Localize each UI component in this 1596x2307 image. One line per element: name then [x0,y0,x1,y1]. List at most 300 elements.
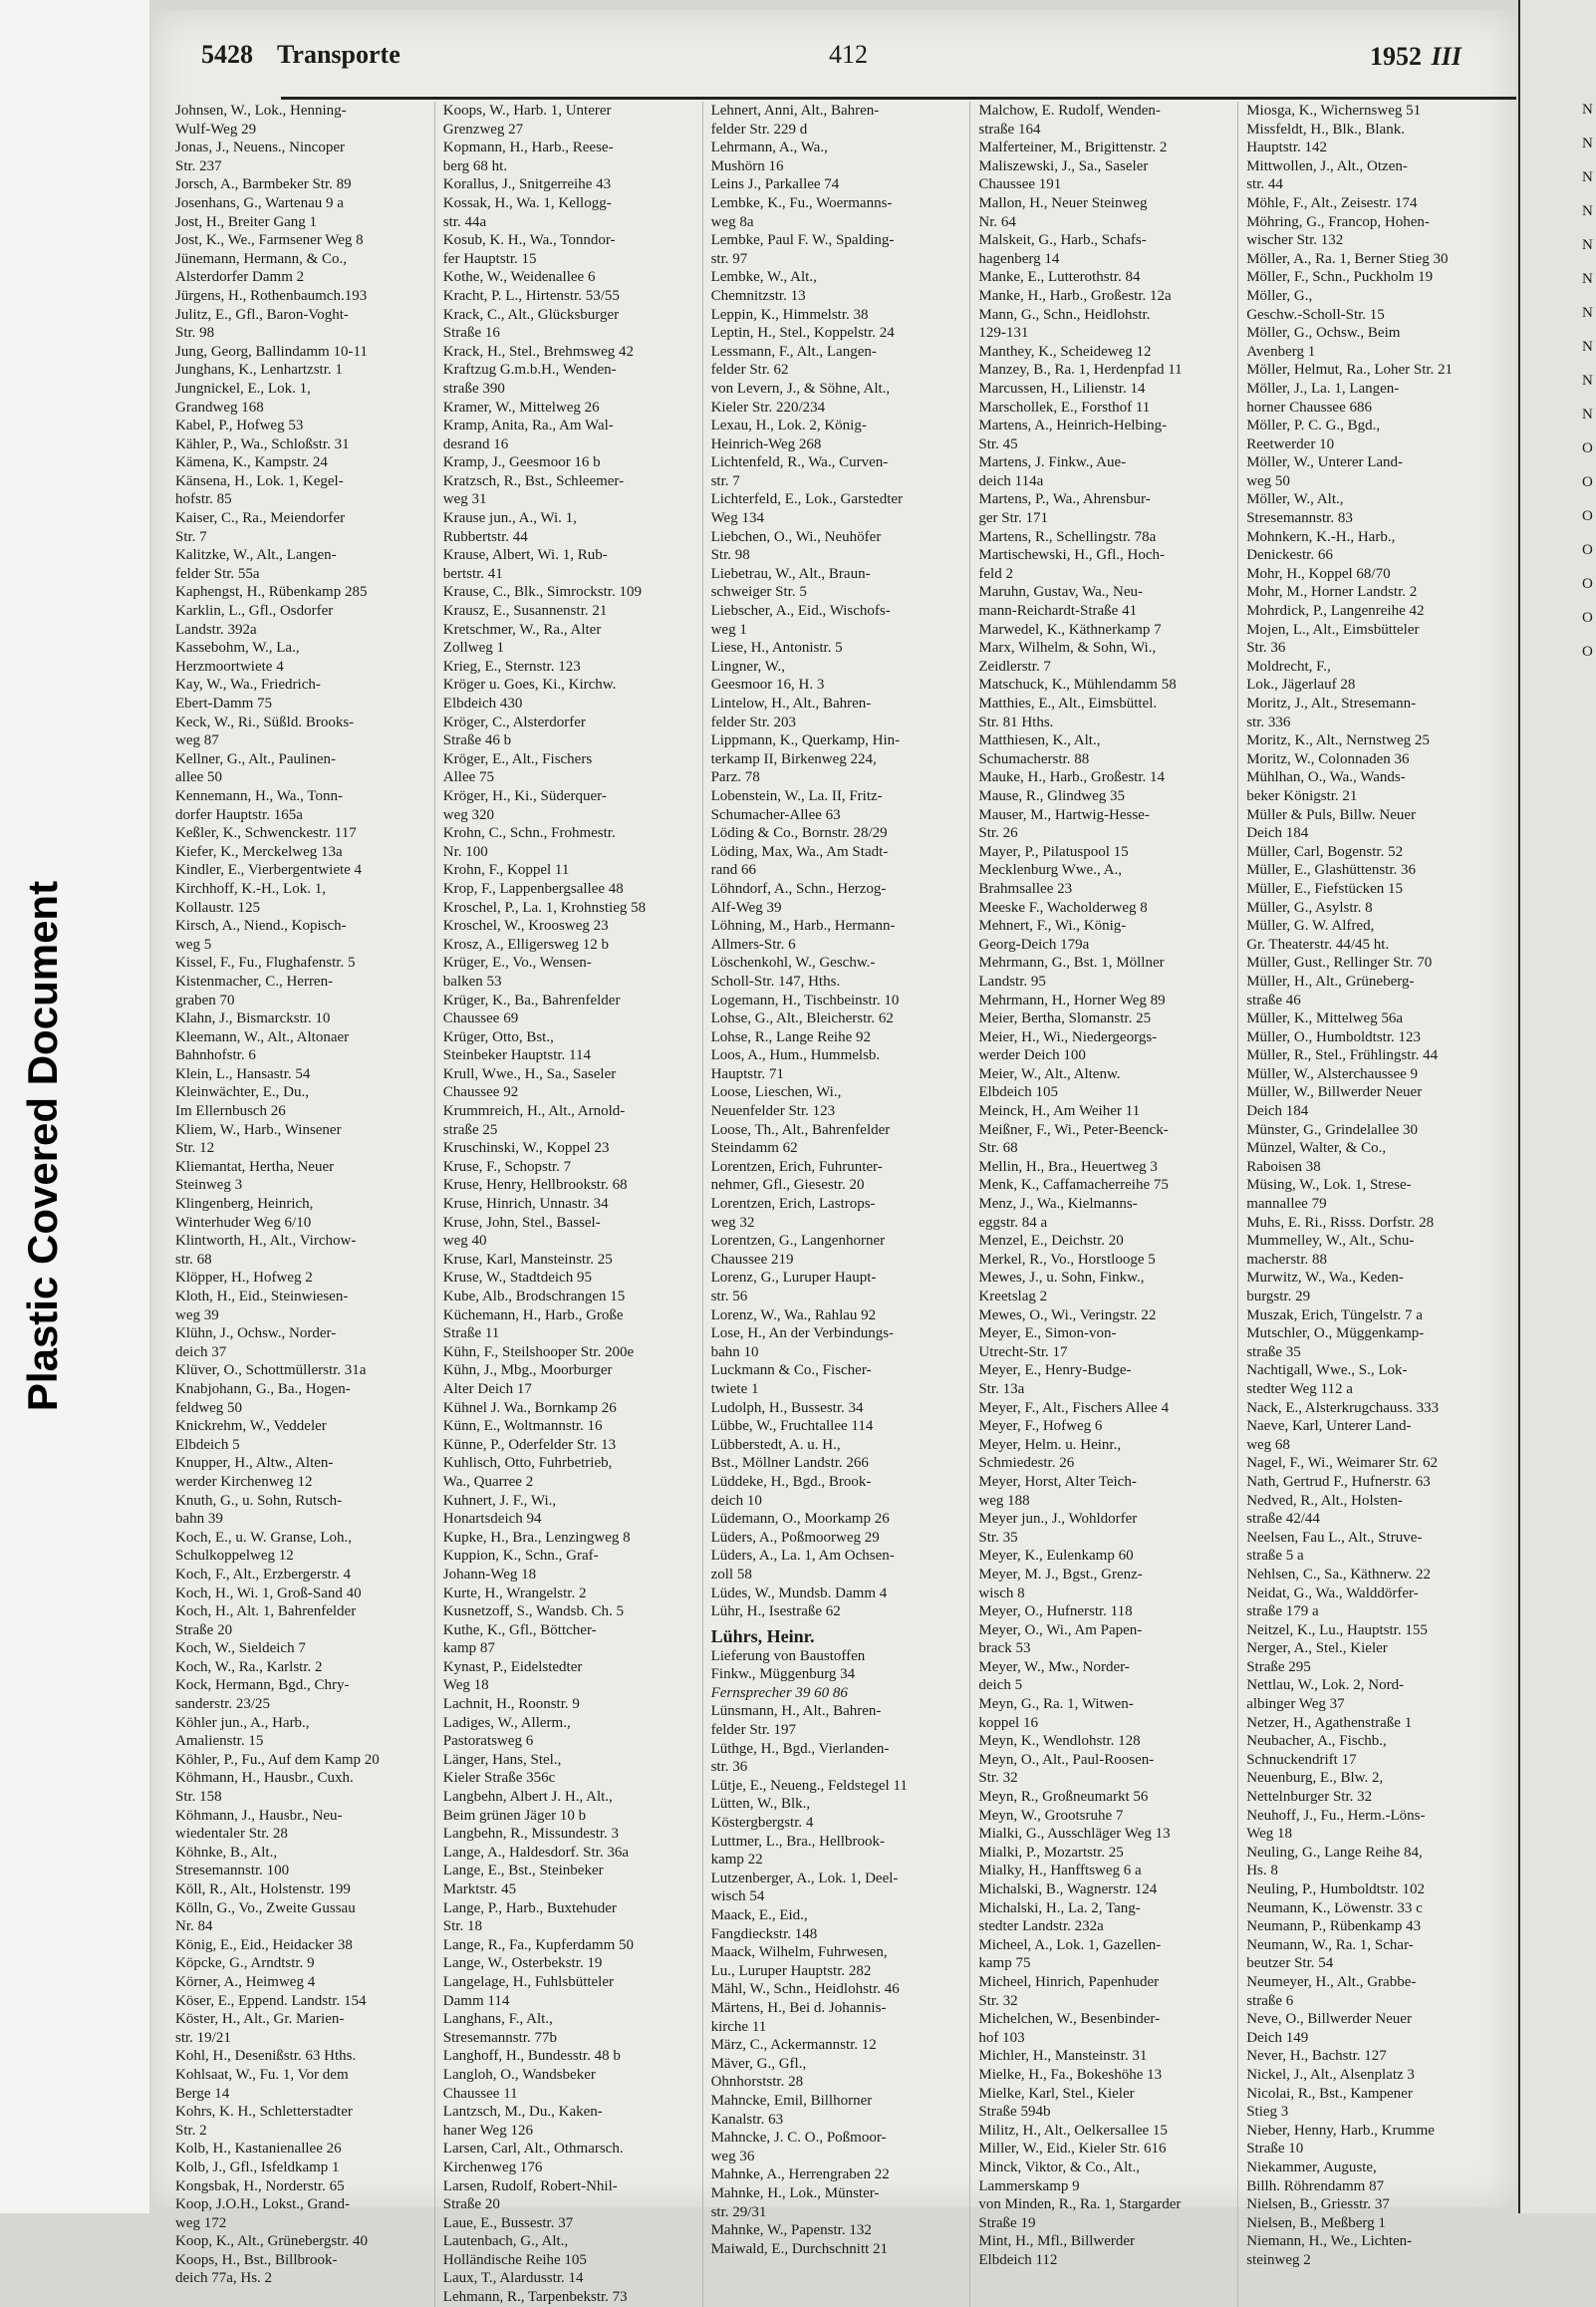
directory-entry: Krohn, F., Koppel 11 [442,862,570,879]
directory-entry: Straße 19 [978,2214,1036,2231]
directory-entry: Marktstr. 45 [442,1881,517,1897]
directory-entry: Scholl-Str. 147, Hths. [710,973,841,990]
directory-entry: Straße 295 [1246,1658,1311,1675]
adjacent-fragment: N [1582,305,1593,321]
directory-entry: Muszak, Erich, Tüngelstr. 7 a [1246,1306,1423,1323]
directory-entry: Manthey, K., Scheideweg 12 [978,343,1152,360]
adjacent-fragment: O [1582,576,1593,592]
adjacent-fragment: O [1582,644,1593,660]
directory-entry: Luckmann & Co., Fischer- [710,1362,872,1379]
directory-entry: weg 87 [175,732,219,749]
directory-entry: Winterhuder Weg 6/10 [175,1214,312,1231]
directory-entry: Knuth, G., u. Sohn, Rutsch- [175,1492,343,1509]
directory-entry: Loos, A., Hum., Hummelsb. [710,1047,881,1064]
adjacent-fragment: O [1582,508,1593,524]
directory-entry: Kölln, G., Vo., Zweite Gussau [175,1899,356,1916]
directory-entry: Löhning, M., Harb., Hermann- [710,918,896,935]
directory-entry: Deich 149 [1246,2029,1309,2046]
directory-entry: Mittwollen, J., Alt., Otzen- [1246,157,1408,174]
directory-entry: Keßler, K., Schwenckestr. 117 [175,825,357,842]
directory-entry: Landstr. 392a [175,621,257,638]
directory-entry: Nehlsen, C., Sa., Käthnerw. 22 [1246,1566,1432,1583]
directory-entry: Merkel, R., Vo., Horstlooge 5 [978,1251,1156,1268]
directory-entry: Straße 10 [1246,2141,1304,2158]
directory-entry: Löschenkohl, W., Geschw.- [710,955,876,972]
directory-entry: Str. 158 [175,1789,222,1806]
directory-entry: Kretschmer, W., Ra., Alter [442,621,602,638]
directory-entry: Kruse, F., Schopstr. 7 [442,1158,572,1175]
directory-entry: Kohrs, K. H., Schletterstadter [175,2104,353,2121]
directory-entry: Lütje, E., Neueng., Feldstegel 11 [710,1777,908,1794]
directory-entry: Meyer, O., Wi., Am Papen- [978,1621,1143,1638]
directory-entry: Mallon, H., Neuer Steinweg [978,194,1148,211]
directory-entry: Moritz, J., Alt., Stresemann- [1246,696,1417,712]
directory-entry: Neuenfelder Str. 123 [710,1103,836,1120]
directory-entry: str. 68 [175,1251,212,1268]
directory-entry: Krack, C., Alt., Glücksburger [442,306,620,323]
directory-entry: Str. 7 [175,528,207,545]
directory-entry: Mushörn 16 [710,157,784,174]
directory-entry: Krüger, Otto, Bst., [442,1028,554,1045]
directory-entry: Chemnitzstr. 13 [710,287,806,304]
directory-entry: Müller, H., Alt., Grüneberg- [1246,973,1415,990]
directory-entry: str. 19/21 [175,2029,231,2046]
directory-entry: straße 164 [978,121,1041,138]
directory-entry: Neumann, W., Ra. 1, Schar- [1246,1936,1414,1953]
directory-entry: Leins J., Parkallee 74 [710,176,840,193]
directory-entry: Kroschel, W., Kroosweg 23 [442,918,609,935]
directory-entry: allee 50 [175,769,223,786]
directory-entry: ger Str. 171 [978,510,1048,527]
directory-entry: Möller, J., La. 1, Langen- [1246,380,1400,397]
directory-entry: Nielsen, B., Meßberg 1 [1246,2214,1386,2231]
directory-entry: Lange, A., Haldesdorf. Str. 36a [442,1844,630,1861]
directory-entry: Meier, H., Wi., Niedergeorgs- [978,1028,1158,1045]
page-header [201,40,1462,80]
directory-entry: Martens, J. Finkw., Aue- [978,454,1127,471]
directory-entry: Neuling, G., Lange Reihe 84, [1246,1844,1423,1861]
directory-entry: Krause, Albert, Wi. 1, Rub- [442,547,608,564]
directory-entry: März, C., Ackermannstr. 12 [710,2037,877,2054]
directory-entry: Müller, K., Mittelweg 56a [1246,1010,1404,1027]
directory-entry: Kalitzke, W., Alt., Langen- [175,547,337,564]
directory-entry: Kähler, P., Wa., Schloßstr. 31 [175,435,350,452]
directory-entry: Martens, P., Wa., Ahrensbur- [978,491,1151,508]
directory-entry: str. 36 [710,1759,748,1776]
directory-entry: Lohse, G., Alt., Bleicherstr. 62 [710,1010,894,1027]
directory-entry: Krieg, E., Sternstr. 123 [442,658,581,675]
directory-entry: straße 179 a [1246,1603,1319,1620]
directory-entry: Junghans, K., Lenhartzstr. 1 [175,362,343,379]
directory-entry: Lehrmann, A., Wa., [710,140,828,156]
directory-entry: weg 8a [710,213,754,230]
directory-entry: str. 56 [710,1289,748,1304]
directory-entry: Elbdeich 5 [175,1436,240,1453]
directory-entry: Meyn, K., Wendlohstr. 128 [978,1733,1141,1750]
directory-entry: Kratzsch, R., Bst., Schleemer- [442,472,625,489]
directory-entry: deich 77a, Hs. 2 [175,2270,273,2287]
directory-entry: felder Str. 203 [710,714,796,730]
directory-entry: Ludolph, H., Bussestr. 34 [710,1399,864,1416]
directory-entry: Alter Deich 17 [442,1380,532,1397]
directory-entry: str. 7 [710,472,740,489]
plastic-covered-label: Plastic Covered Document [19,880,66,1412]
directory-entry: Militz, H., Alt., Oelkersallee 15 [978,2122,1168,2139]
directory-entry: beutzer Str. 54 [1246,1955,1334,1972]
directory-entry: Heinrich-Weg 268 [710,435,822,452]
directory-entry: Michalski, H., La. 2, Tang- [978,1899,1141,1916]
directory-entry: Niekammer, Auguste, [1246,2159,1377,2175]
directory-entry: Lange, P., Harb., Buxtehuder [442,1899,617,1916]
directory-entry: koppel 16 [978,1714,1038,1731]
directory-entry: Knabjohann, G., Ba., Hogen- [175,1380,351,1397]
directory-entry: Kusnetzoff, S., Wandsb. Ch. 5 [442,1603,624,1620]
directory-entry: Zeidlerstr. 7 [978,658,1051,675]
directory-entry: Nedved, R., Alt., Holsten- [1246,1492,1403,1509]
directory-entry: deich 5 [978,1677,1023,1694]
directory-entry: Nicolai, R., Bst., Kampener [1246,2085,1413,2102]
directory-entry: Chaussee 191 [978,176,1062,193]
directory-entry: stedter Landstr. 232a [978,1918,1104,1935]
directory-entry: Kothe, W., Weidenallee 6 [442,269,596,286]
directory-entry: Str. 2 [175,2122,207,2139]
directory-entry: Kramp, Anita, Ra., Am Wal- [442,418,614,434]
directory-entry: weg 50 [1246,472,1290,489]
directory-entry: Müller, E., Glashüttenstr. 36 [1246,862,1416,879]
directory-entry: Kreetslag 2 [978,1289,1048,1304]
directory-entry: Nieber, Henny, Harb., Krumme [1246,2122,1435,2139]
adjacent-fragment: O [1582,610,1593,626]
directory-entry: Meier, W., Alt., Altenw. [978,1065,1121,1082]
adjacent-fragment: N [1582,136,1593,151]
directory-entry: Köll, R., Alt., Holstenstr. 199 [175,1881,351,1897]
directory-entry: Mielke, H., Fa., Bokeshöhe 13 [978,2066,1163,2083]
directory-entry: weg 188 [978,1492,1030,1509]
directory-entry: Meinck, H., Am Weiher 11 [978,1103,1141,1120]
directory-entry: felder Str. 229 d [710,121,808,138]
directory-entry: Mohnkern, K.-H., Harb., [1246,528,1396,545]
directory-entry: Mäver, G., Gfl., [710,2055,807,2072]
directory-entry: Lübberstedt, A. u. H., [710,1436,841,1453]
directory-entry: Lessmann, F., Alt., Langen- [710,343,877,360]
directory-entry: Kosub, K. H., Wa., Tonndor- [442,232,616,249]
directory-entry: Meeske F., Wacholderweg 8 [978,899,1148,916]
directory-entry: Müller & Puls, Billw. Neuer [1246,806,1417,823]
directory-entry: Krack, H., Stel., Brehmsweg 42 [442,343,635,360]
directory-entry: Möller, P. C. G., Bgd., [1246,418,1381,434]
directory-entry: Müller, Carl, Bogenstr. 52 [1246,843,1404,860]
directory-entry: Never, H., Bachstr. 127 [1246,2048,1387,2065]
directory-entry: Meyer, Horst, Alter Teich- [978,1473,1137,1490]
column-1 [171,102,435,2307]
directory-entry: hagenberg 14 [978,250,1060,267]
directory-entry: Im Ellernbusch 26 [175,1103,286,1120]
directory-entry: haner Weg 126 [442,2122,533,2139]
directory-entry: Mewes, J., u. Sohn, Finkw., [978,1270,1145,1287]
directory-entry: schweiger Str. 5 [710,584,807,601]
directory-entry: Mohr, H., Koppel 68/70 [1246,565,1391,582]
directory-entry: Jost, K., We., Farmsener Weg 8 [175,232,364,249]
directory-entry: Matschuck, K., Mühlendamm 58 [978,677,1177,694]
directory-entry: Karklin, L., Gfl., Osdorfer [175,603,334,620]
directory-entry: Nettelnburger Str. 32 [1246,1789,1373,1806]
directory-entry: Wa., Quarree 2 [442,1473,534,1490]
directory-entry: deich 114a [978,472,1044,489]
directory-entry: Denickestr. 66 [1246,547,1333,564]
directory-entry: straße 35 [1246,1343,1301,1360]
directory-entry: Stieg 3 [1246,2104,1289,2121]
directory-entry: Manzey, B., Ra. 1, Herdenpfad 11 [978,362,1183,379]
directory-entry: Elbdeich 430 [442,696,523,712]
directory-entry: Kirchhoff, K.-H., Lok. 1, [175,880,326,897]
directory-entry: Menzel, E., Deichstr. 20 [978,1233,1124,1250]
directory-entry: Murwitz, W., Wa., Keden- [1246,1270,1404,1287]
directory-entry: Raboisen 38 [1246,1158,1321,1175]
directory-entry: Lintelow, H., Alt., Bahren- [710,696,872,712]
directory-entry: Klein, L., Hansastr. 54 [175,1065,311,1082]
directory-entry: Niemann, H., We., Lichten- [1246,2233,1413,2250]
directory-entry: Mahnke, A., Herrengraben 22 [710,2166,890,2183]
directory-entry: Koch, F., Alt., Erzbergerstr. 4 [175,1566,351,1583]
directory-entry: weg 172 [175,2214,227,2231]
directory-entry: Kistenmacher, C., Herren- [175,973,334,990]
directory-entry: Steindamm 62 [710,1140,798,1157]
directory-entry: Str. 98 [710,547,750,564]
directory-entry: steinweg 2 [1246,2251,1311,2268]
directory-entry: Müller, W., Billwerder Neuer [1246,1084,1423,1101]
directory-entry: Lühr, H., Isestraße 62 [710,1603,841,1620]
directory-entry: Kruschinski, W., Koppel 23 [442,1140,610,1157]
directory-entry: Lachnit, H., Roonstr. 9 [442,1696,580,1713]
directory-entry: Klintworth, H., Alt., Virchow- [175,1233,357,1250]
directory-entry: Koch, H., Alt. 1, Bahrenfelder [175,1603,357,1620]
directory-entry: Malskeit, G., Harb., Schafs- [978,232,1147,249]
directory-entry: Grenzweg 27 [442,121,524,138]
directory-entry: Meier, Bertha, Slomanstr. 25 [978,1010,1152,1027]
directory-entry: Koop, K., Alt., Grünebergstr. 40 [175,2233,369,2250]
directory-entry: Möhring, G., Francop, Hohen- [1246,213,1430,230]
directory-entry: Kliem, W., Harb., Winsener [175,1121,342,1138]
directory-entry: Laux, T., Alardusstr. 14 [442,2270,584,2287]
directory-entry: Straße 594b [978,2104,1051,2121]
directory-entry: Maliszewski, J., Sa., Saseler [978,157,1149,174]
directory-entry: Künne, P., Oderfelder Str. 13 [442,1436,617,1453]
directory-entry: Alsterdorfer Damm 2 [175,269,305,286]
directory-entry: Nath, Gertrud F., Hufnerstr. 63 [1246,1473,1431,1490]
directory-entry: Langhans, F., Alt., [442,2011,553,2028]
directory-entry: Manke, H., Harb., Großestr. 12a [978,287,1172,304]
directory-entry: stedter Weg 112 a [1246,1380,1353,1397]
directory-entry: Loose, Lieschen, Wi., [710,1084,842,1101]
directory-entry: Ohnhorststr. 28 [710,2074,804,2091]
directory-entry: Mahnke, W., Papenstr. 132 [710,2222,872,2239]
directory-entry: Langelage, H., Fuhlsbütteler [442,1973,615,1990]
directory-entry: Kay, W., Wa., Friedrich- [175,677,321,694]
directory-entry: weg 39 [175,1306,219,1323]
directory-entry: Jonas, J., Neuens., Nincoper [175,140,345,156]
directory-entry: Str. 98 [175,325,215,342]
directory-entry: Luttmer, L., Bra., Hellbrook- [710,1833,885,1850]
directory-entry: Logemann, H., Tischbeinstr. 10 [710,992,900,1009]
directory-entry: Müller, E., Fiefstücken 15 [1246,880,1404,897]
directory-entry: Mecklenburg Wwe., A., [978,862,1122,879]
page-number-left: 5428 [201,40,253,69]
directory-entry: Müller, R., Stel., Frühlingstr. 44 [1246,1047,1439,1064]
directory-entry: Müller, W., Alsterchaussee 9 [1246,1065,1419,1082]
directory-entry: Meyer jun., J., Wohldorfer [978,1511,1138,1528]
directory-entry: Mann, G., Schn., Heidlohstr. [978,306,1151,323]
directory-entry: weg 40 [442,1233,487,1250]
directory-entry: Mialki, P., Mozartstr. 25 [978,1844,1124,1861]
directory-entry: Jürgens, H., Rothenbaumch.193 [175,287,368,304]
directory-entry: Möller, G., [1246,287,1313,304]
directory-entry: 129-131 [978,325,1029,342]
directory-entry: Mojen, L., Alt., Eimsbütteler [1246,621,1420,638]
directory-entry: werder Kirchenweg 12 [175,1473,313,1490]
directory-entry: Str. 45 [978,435,1018,452]
directory-entry: Michalski, B., Wagnerstr. 124 [978,1881,1158,1897]
directory-entry: Chaussee 11 [442,2085,518,2102]
directory-entry: Deich 184 [1246,1103,1309,1120]
directory-entry: Kämena, K., Kampstr. 24 [175,454,328,471]
directory-entry: Laue, E., Bussestr. 37 [442,2214,574,2231]
directory-entry: Krüger, K., Ba., Bahrenfelder [442,992,621,1009]
adjacent-fragment: N [1582,339,1593,355]
directory-entry: straße 42/44 [1246,1511,1320,1528]
directory-entry: Missfeldt, H., Blk., Blank. [1246,121,1405,138]
directory-entry: sanderstr. 23/25 [175,1696,270,1713]
directory-entry: Str. 68 [978,1140,1018,1157]
directory-entry: deich 10 [710,1492,762,1509]
directory-entry: Meyn, G., Ra. 1, Witwen- [978,1696,1134,1713]
directory-entry: Micheel, Hinrich, Papenhuder [978,1973,1160,1990]
directory-entry: Marx, Wilhelm, & Sohn, Wi., [978,640,1157,657]
directory-entry: Hauptstr. 71 [710,1065,784,1082]
directory-entry: Klüver, O., Schottmüllerstr. 31a [175,1362,367,1379]
directory-entry: Lautenbach, G., Alt., [442,2233,569,2250]
directory-entry: Gr. Theaterstr. 44/45 ht. [1246,936,1390,953]
directory-entry: Allmers-Str. 6 [710,936,796,953]
directory-entry: Kabel, P., Hofweg 53 [175,418,304,434]
directory-entry: Krause, C., Blk., Simrockstr. 109 [442,584,642,601]
directory-entry: Märtens, H., Bei d. Johannis- [710,1999,887,2016]
directory-entry: twiete 1 [710,1380,759,1397]
directory-entry: Müller, G., Asylstr. 8 [1246,899,1373,916]
directory-entry: Langhoff, H., Bundesstr. 48 b [442,2048,621,2065]
directory-entry: Michler, H., Mansteinstr. 31 [978,2048,1148,2065]
directory-entry: Johann-Weg 18 [442,1566,537,1583]
directory-entry: Löhndorf, A., Schn., Herzog- [710,880,887,897]
directory-entry: weg 32 [710,1214,755,1231]
directory-entry: Kube, Alb., Brodschrangen 15 [442,1289,626,1304]
directory-entry: Neidat, G., Wa., Walddörfer- [1246,1585,1419,1601]
directory-entry: Lüthge, H., Bgd., Vierlanden- [710,1740,890,1757]
directory-entry: felder Str. 62 [710,362,789,379]
directory-entry: Berge 14 [175,2085,230,2102]
directory-entry: Kleemann, W., Alt., Altonaer [175,1028,350,1045]
directory-entry: Meyn, O., Alt., Paul-Roosen- [978,1751,1155,1768]
adjacent-fragment: O [1582,542,1593,558]
directory-entry: weg 36 [710,2148,755,2164]
directory-entry: Landstr. 95 [978,973,1046,990]
directory-entry: Marschollek, E., Forsthof 11 [978,399,1151,416]
directory-entry: Neitzel, K., Lu., Hauptstr. 155 [1246,1621,1428,1638]
directory-entry: Str. 13a [978,1380,1025,1397]
directory-entry: Kossak, H., Wa. 1, Kellogg- [442,194,612,211]
directory-entry: Chaussee 69 [442,1010,519,1027]
directory-entry: Meyer, E., Simon-von- [978,1325,1117,1342]
directory-entry: Lutzenberger, A., Lok. 1, Deel- [710,1870,899,1886]
directory-entry: Kaphengst, H., Rübenkamp 285 [175,584,368,601]
directory-entry: Lichtenfeld, R., Wa., Curven- [710,454,889,471]
directory-entry: Lührs, Heinr. [710,1625,815,1646]
directory-entry: Kupke, H., Bra., Lenzingweg 8 [442,1529,631,1546]
directory-entry: Koch, W., Ra., Karlstr. 2 [175,1658,323,1675]
directory-entry: Krausz, E., Susannenstr. 21 [442,603,608,620]
directory-entry: Str. 32 [978,1770,1018,1787]
directory-entry: str. 336 [1246,714,1291,730]
directory-entry: beker Königstr. 21 [1246,787,1358,804]
directory-entry: Lok., Jägerlauf 28 [1246,677,1356,694]
directory-entry: kamp 87 [442,1640,495,1657]
directory-entry: weg 5 [175,936,212,953]
directory-entry: Koch, H., Wi. 1, Groß-Sand 40 [175,1585,362,1601]
directory-entry: graben 70 [175,992,235,1009]
directory-entry: Meyer, K., Eulenkamp 60 [978,1548,1134,1565]
directory-entry: weg 320 [442,806,495,823]
directory-entry: Kieler Str. 220/234 [710,399,826,416]
directory-entry: Brahmsallee 23 [978,880,1073,897]
directory-entry: Fernsprecher 39 60 86 [710,1684,848,1701]
directory-entry: Lübbe, W., Fruchtallee 114 [710,1418,874,1435]
directory-entry: Lammerskamp 9 [978,2177,1080,2194]
directory-entry: Kongsbak, H., Norderstr. 65 [175,2177,345,2194]
directory-entry: Naeve, Karl, Unterer Land- [1246,1418,1412,1435]
directory-entry: Maruhn, Gustav, Wa., Neu- [978,584,1143,601]
directory-entry: Leppin, K., Himmelstr. 38 [710,306,869,323]
directory-entry: Kellner, G., Alt., Paulinen- [175,750,337,767]
directory-entry: Mahncke, J. C. O., Poßmoor- [710,2130,887,2147]
directory-entry: Muhs, E. Ri., Risss. Dorfstr. 28 [1246,1214,1435,1231]
directory-entry: Schulkoppelweg 12 [175,1548,294,1565]
directory-entry: Langbehn, R., Missundestr. 3 [442,1826,620,1843]
header-rule [281,97,1516,100]
directory-entry: Köhmann, J., Hausbr., Neu- [175,1807,343,1824]
directory-entry: Netzer, H., Agathenstraße 1 [1246,1714,1413,1731]
directory-entry: Lorentzen, G., Langenhorner [710,1233,886,1250]
directory-entry: Finkw., Müggenburg 34 [710,1666,856,1683]
directory-entry: Kirchenweg 176 [442,2159,543,2175]
directory-entry: Kirsch, A., Niend., Kopisch- [175,918,347,935]
directory-entry: Nickel, J., Alt., Alsenplatz 3 [1246,2066,1415,2083]
directory-entry: Möller, W., Alt., [1246,491,1344,508]
adjacent-fragment: N [1582,237,1593,253]
directory-entry: Str. 36 [1246,640,1286,657]
directory-entry: Klühn, J., Ochsw., Norder- [175,1325,337,1342]
directory-entry: Martischewski, H., Gfl., Hoch- [978,547,1166,564]
directory-entry: Lembke, K., Fu., Woermanns- [710,194,893,211]
directory-entry: Köhnke, B., Alt., [175,1844,278,1861]
directory-entry: Lichterfeld, E., Lok., Garstedter [710,491,904,508]
directory-entry: Parz. 78 [710,769,760,786]
directory-entry: wisch 54 [710,1888,765,1905]
directory-entry: Köpcke, G., Arndtstr. 9 [175,1955,315,1972]
directory-entry: Neve, O., Billwerder Neuer [1246,2011,1412,2028]
directory-entry: Krop, F., Lappenbergsallee 48 [442,880,624,897]
directory-entry: Lippmann, K., Querkamp, Hin- [710,732,901,749]
directory-entry: straße 46 [1246,992,1301,1009]
directory-entry: Lehmann, R., Tarpenbekstr. 73 [442,2289,628,2306]
